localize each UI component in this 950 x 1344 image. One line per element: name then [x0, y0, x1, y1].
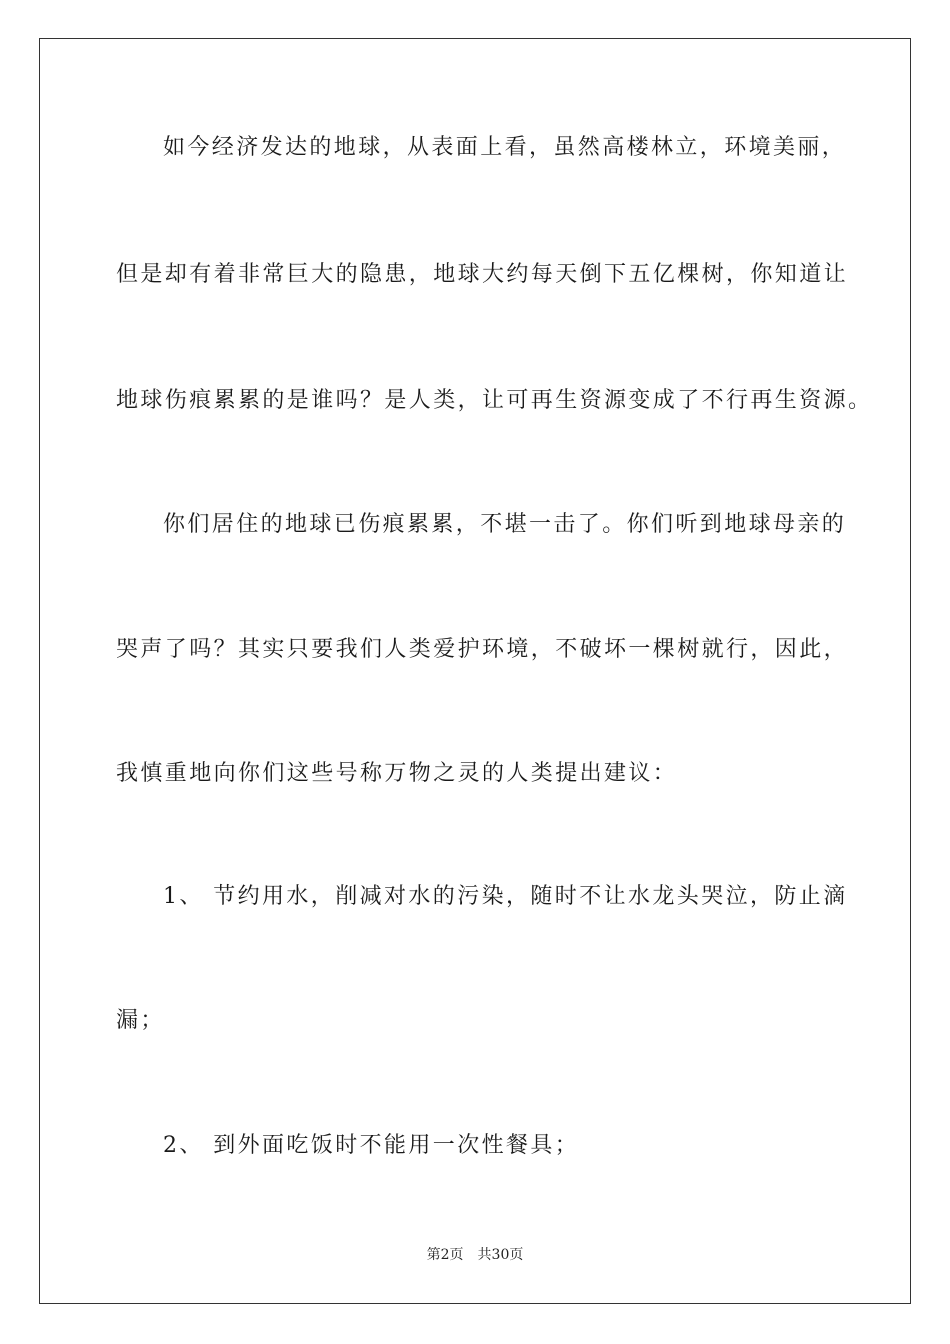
- text-line: 如今经济发达的地球，从表面上看，虽然高楼林立，环境美丽，: [163, 135, 847, 160]
- text-line: 你们居住的地球已伤痕累累，不堪一击了。你们听到地球母亲的: [163, 512, 847, 537]
- list-item-2: 2、 到外面吃饭时不能用一次性餐具；: [163, 1133, 580, 1158]
- page-footer: [0, 1246, 950, 1264]
- text-line: 我慎重地向你们这些号称万物之灵的人类提出建议：: [116, 761, 678, 786]
- list-item-1: 1、 节约用水，削减对水的污染，随时不让水龙头哭泣，防止滴: [163, 884, 848, 909]
- text-line: 哭声了吗？其实只要我们人类爱护环境，不破坏一棵树就行，因此，: [116, 637, 849, 662]
- page-number: 第2页: [426, 1247, 464, 1263]
- text-line: 但是却有着非常巨大的隐患，地球大约每天倒下五亿棵树，你知道让: [116, 262, 849, 287]
- page-frame: [39, 38, 911, 1304]
- text-line: 漏；: [116, 1008, 165, 1033]
- page-total: 共30页: [477, 1247, 524, 1263]
- text-line: 地球伤痕累累的是谁吗？是人类，让可再生资源变成了不行再生资源。: [116, 388, 873, 413]
